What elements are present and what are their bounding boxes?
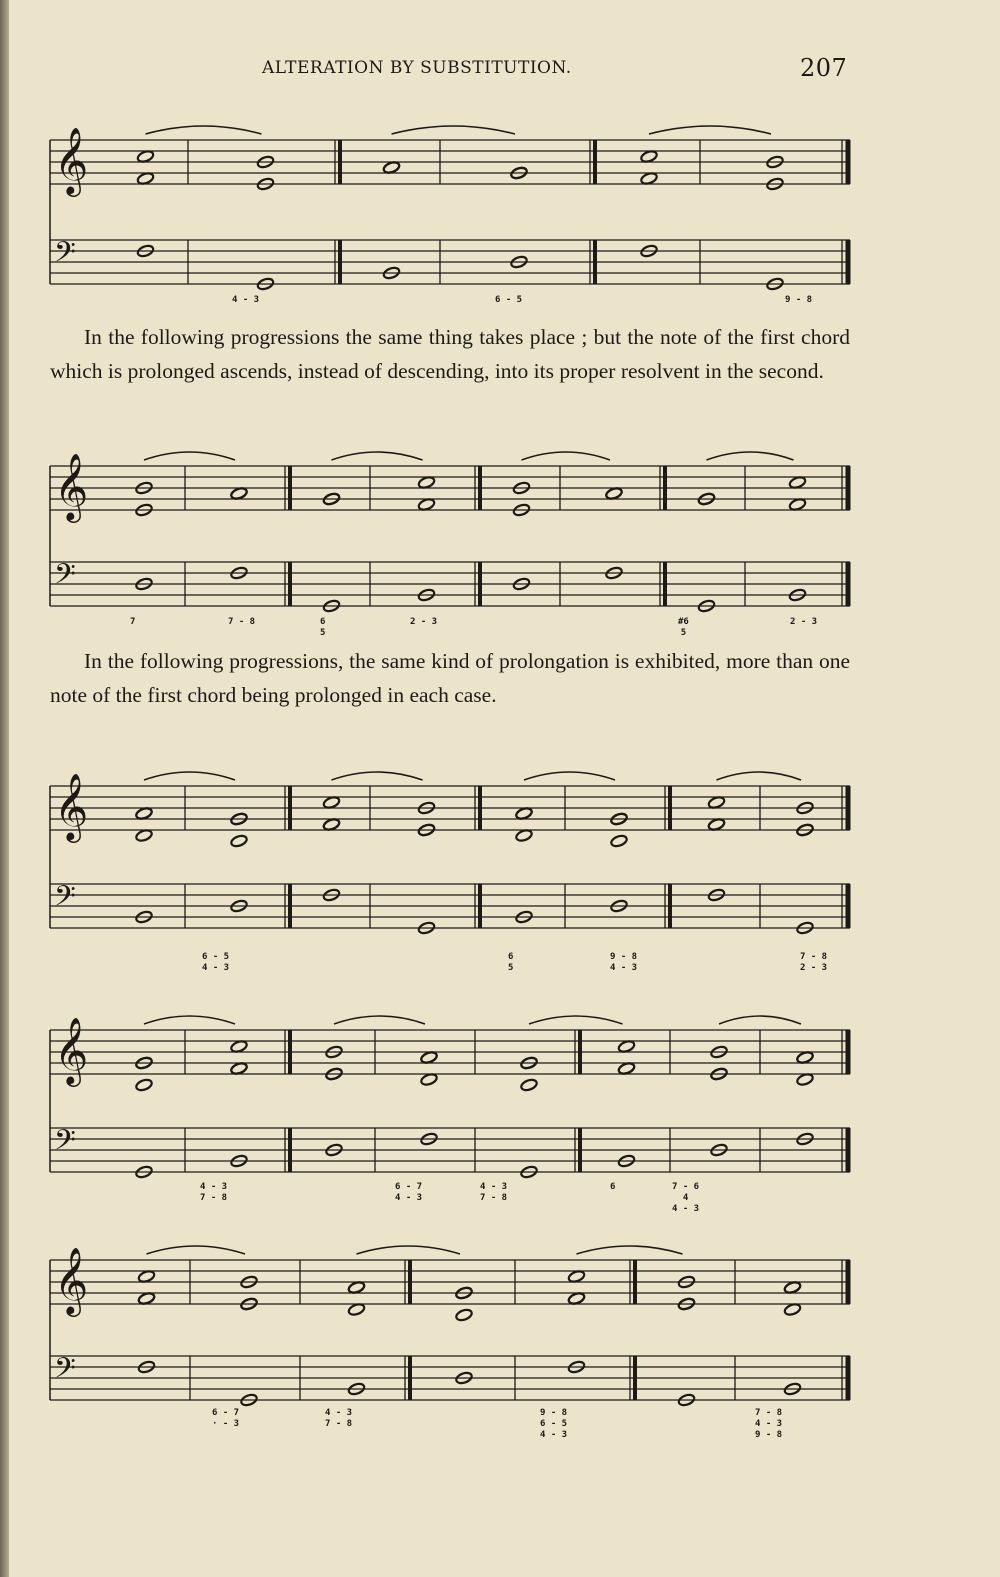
page-number: 207 bbox=[800, 54, 848, 82]
treble-clef-icon: 𝄞 bbox=[54, 452, 89, 520]
tie-mark bbox=[332, 772, 423, 780]
figured-bass: 4 - 3 7 - 8 bbox=[325, 1408, 353, 1429]
figured-bass: 9 - 8 bbox=[785, 295, 813, 305]
tie-mark bbox=[357, 1246, 461, 1254]
tie-mark bbox=[144, 1016, 235, 1024]
figured-bass: 2 - 3 bbox=[410, 617, 438, 627]
note-head bbox=[230, 834, 248, 848]
figured-bass: 9 - 8 6 - 5 4 - 3 bbox=[540, 1408, 568, 1440]
tie-mark bbox=[649, 126, 771, 134]
figured-bass: 9 - 8 4 - 3 bbox=[610, 952, 638, 973]
figured-bass: 6 - 5 bbox=[495, 295, 523, 305]
figured-bass: 4 - 3 7 - 8 bbox=[480, 1182, 508, 1203]
figured-bass: #6 5 bbox=[678, 617, 689, 638]
treble-clef-icon: 𝄞 bbox=[54, 126, 89, 194]
tie-mark bbox=[146, 126, 262, 134]
bass-clef-icon: 𝄢 bbox=[54, 1124, 76, 1164]
figured-bass: 6 - 5 4 - 3 bbox=[202, 952, 230, 973]
figured-bass: 6 - 7 · - 3 bbox=[212, 1408, 240, 1429]
figured-bass: 2 - 3 bbox=[790, 617, 818, 627]
bass-clef-icon: 𝄢 bbox=[54, 1352, 76, 1392]
tie-mark bbox=[522, 452, 611, 460]
tie-mark bbox=[332, 452, 423, 460]
note-head bbox=[520, 1078, 538, 1092]
tie-mark bbox=[529, 1016, 623, 1024]
tie-mark bbox=[524, 772, 615, 780]
figured-bass: 6 5 bbox=[320, 617, 326, 638]
paragraph-1 bbox=[50, 320, 850, 388]
tie-mark bbox=[144, 772, 235, 780]
tie-mark bbox=[144, 452, 235, 460]
figured-bass: 6 bbox=[610, 1182, 616, 1192]
figured-bass: 4 - 3 bbox=[232, 295, 260, 305]
note-head bbox=[610, 834, 628, 848]
paragraph-text: In the following progressions the same thing takes place ; but the note of the first chord which is prolonged ascends, instead of descending, into its proper resolvent in the second. bbox=[50, 325, 850, 383]
figured-bass: 7 bbox=[130, 617, 136, 627]
figured-bass: 7 - 6 4 4 - 3 bbox=[672, 1182, 700, 1214]
paragraph-2 bbox=[50, 644, 850, 712]
figured-bass: 7 - 8 4 - 3 9 - 8 bbox=[755, 1408, 783, 1440]
paragraph-text: In the following progressions, the same kind of prolongation is exhibited, more than one note of the first chord being prolonged in each case. bbox=[50, 649, 850, 707]
figured-bass: 6 - 7 4 - 3 bbox=[395, 1182, 423, 1203]
tie-mark bbox=[719, 1016, 801, 1024]
treble-clef-icon: 𝄞 bbox=[54, 1246, 89, 1314]
figured-bass: 6 5 bbox=[508, 952, 514, 973]
treble-clef-icon: 𝄞 bbox=[54, 772, 89, 840]
bass-clef-icon: 𝄢 bbox=[54, 880, 76, 920]
tie-mark bbox=[707, 452, 794, 460]
note-head bbox=[455, 1308, 473, 1322]
figured-bass: 4 - 3 7 - 8 bbox=[200, 1182, 228, 1203]
tie-mark bbox=[147, 1246, 246, 1254]
treble-clef-icon: 𝄞 bbox=[54, 1016, 89, 1084]
tie-mark bbox=[717, 772, 802, 780]
note-head bbox=[135, 1078, 153, 1092]
tie-mark bbox=[392, 126, 516, 134]
figured-bass: 7 - 8 bbox=[228, 617, 256, 627]
tie-mark bbox=[577, 1246, 683, 1254]
figured-bass: 7 - 8 2 - 3 bbox=[800, 952, 828, 973]
bass-clef-icon: 𝄢 bbox=[54, 558, 76, 598]
running-title: ALTERATION BY SUBSTITUTION. bbox=[262, 58, 572, 78]
bass-clef-icon: 𝄢 bbox=[54, 236, 76, 276]
tie-mark bbox=[334, 1016, 425, 1024]
